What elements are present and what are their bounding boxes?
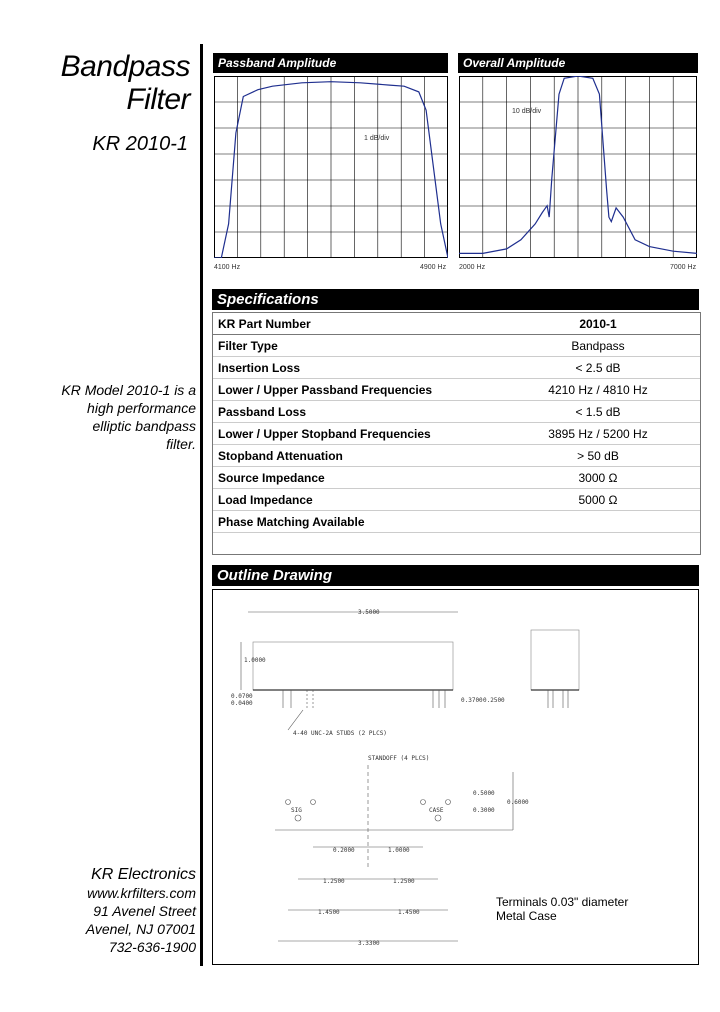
spec-header-value: 2010-1 <box>579 316 617 331</box>
table-row <box>213 467 700 489</box>
terminal-note: Terminals 0.03" diameter <box>496 895 629 909</box>
passband-x-min-label: 4100 Hz <box>214 264 241 271</box>
spec-value: 4210 Hz / 4810 Hz <box>548 382 648 397</box>
standoff-note: STANDOFF (4 PLCS) <box>368 755 430 762</box>
spec-label: Stopband Attenuation <box>218 448 343 463</box>
page-title <box>61 50 190 116</box>
dim-inner-l: 1.2500 <box>323 878 345 885</box>
spec-label: Phase Matching Available <box>218 514 365 529</box>
terminal-marker <box>446 800 451 805</box>
passband-x-max-label: 4900 Hz <box>420 264 447 271</box>
specifications-table <box>212 312 701 555</box>
spec-label: Filter Type <box>218 338 278 353</box>
spec-value: < 1.5 dB <box>575 404 621 419</box>
terminal-marker <box>421 800 426 805</box>
table-row <box>213 335 700 357</box>
sig-label: SIG <box>291 807 302 814</box>
dim-standoff-a: 0.0700 <box>231 693 253 700</box>
dim-overall-length: 3.5000 <box>358 609 380 616</box>
terminal-marker <box>435 815 441 821</box>
dim-pin-row-1: 0.5000 <box>473 790 495 797</box>
spec-label: Source Impedance <box>218 470 325 485</box>
case-note: Metal Case <box>496 909 557 923</box>
dim-total-base: 3.3300 <box>358 940 380 947</box>
overall-x-max-label: 7000 Hz <box>670 264 697 271</box>
overall-header: Overall Amplitude <box>458 53 698 73</box>
leader-line <box>288 710 303 730</box>
dim-outer-r: 1.4500 <box>398 909 420 916</box>
table-row <box>213 445 700 467</box>
spec-header-row <box>213 313 700 335</box>
table-row <box>213 489 700 511</box>
terminal-marker <box>286 800 291 805</box>
vertical-rule <box>200 44 203 966</box>
company-phone: 732-636-1900 <box>108 939 196 955</box>
spec-header-label: KR Part Number <box>218 316 311 331</box>
spec-label: Load Impedance <box>218 492 313 507</box>
dim-pin-length: 0.3700 <box>461 697 483 704</box>
overall-scale-note: 10 dB/div <box>512 108 542 115</box>
table-row <box>213 401 700 423</box>
blurb-line: high performance <box>87 400 196 416</box>
company-street: 91 Avenel Street <box>93 903 196 919</box>
table-row <box>213 533 700 554</box>
product-blurb <box>16 381 196 453</box>
spec-value: 5000 Ω <box>578 492 618 507</box>
overall-x-min-label: 2000 Hz <box>459 264 486 271</box>
spec-value: Bandpass <box>571 338 625 353</box>
spec-value: < 2.5 dB <box>575 360 621 375</box>
blurb-line: KR Model 2010-1 is a <box>61 382 196 398</box>
model-number: KR 2010-1 <box>92 133 188 155</box>
title-line-2: Filter <box>126 83 190 116</box>
contact-block <box>86 866 196 956</box>
spec-label: Insertion Loss <box>218 360 301 375</box>
title-line-1: Bandpass <box>60 50 190 83</box>
spec-label: Lower / Upper Passband Frequencies <box>218 382 433 397</box>
body-end-view <box>531 630 579 690</box>
blurb-line: filter. <box>166 436 196 452</box>
table-row <box>213 423 700 445</box>
dim-height: 1.0000 <box>244 657 266 664</box>
table-row <box>213 511 700 533</box>
dim-center-l: 0.2000 <box>333 847 355 854</box>
drawing-notes <box>496 895 628 923</box>
outline-header: Outline Drawing <box>212 565 699 586</box>
body-side-view <box>253 642 453 690</box>
passband-chart-svg <box>214 76 448 258</box>
dim-width-side: 0.2500 <box>483 697 505 704</box>
spec-label: Lower / Upper Stopband Frequencies <box>218 426 431 441</box>
dim-depth: 0.6000 <box>507 799 529 806</box>
overall-chart <box>459 76 697 258</box>
passband-scale-note: 1 dB/div <box>364 135 390 142</box>
terminal-marker <box>311 800 316 805</box>
passband-header: Passband Amplitude <box>213 53 448 73</box>
dim-center-r: 1.0000 <box>388 847 410 854</box>
spec-value: 3895 Hz / 5200 Hz <box>548 426 648 441</box>
specifications-header: Specifications <box>212 289 699 310</box>
company-website[interactable]: www.krfilters.com <box>87 885 196 901</box>
dim-standoff-b: 0.0400 <box>231 700 253 707</box>
case-label: CASE <box>429 807 444 814</box>
blurb-line: elliptic bandpass <box>92 418 196 434</box>
dim-inner-r: 1.2500 <box>393 878 415 885</box>
spec-value: > 50 dB <box>577 448 619 463</box>
company-name: KR Electronics <box>91 866 196 883</box>
dim-pin-row-2: 0.3000 <box>473 807 495 814</box>
passband-chart <box>214 76 448 258</box>
company-city: Avenel, NJ 07001 <box>85 921 196 937</box>
spec-label: Passband Loss <box>218 404 307 419</box>
dim-outer-l: 1.4500 <box>318 909 340 916</box>
spec-value: 3000 Ω <box>578 470 618 485</box>
stud-note: 4-40 UNC-2A STUDS (2 PLCS) <box>293 730 387 737</box>
table-row <box>213 357 700 379</box>
table-row <box>213 379 700 401</box>
terminal-marker <box>295 815 301 821</box>
overall-chart-svg <box>459 76 697 258</box>
